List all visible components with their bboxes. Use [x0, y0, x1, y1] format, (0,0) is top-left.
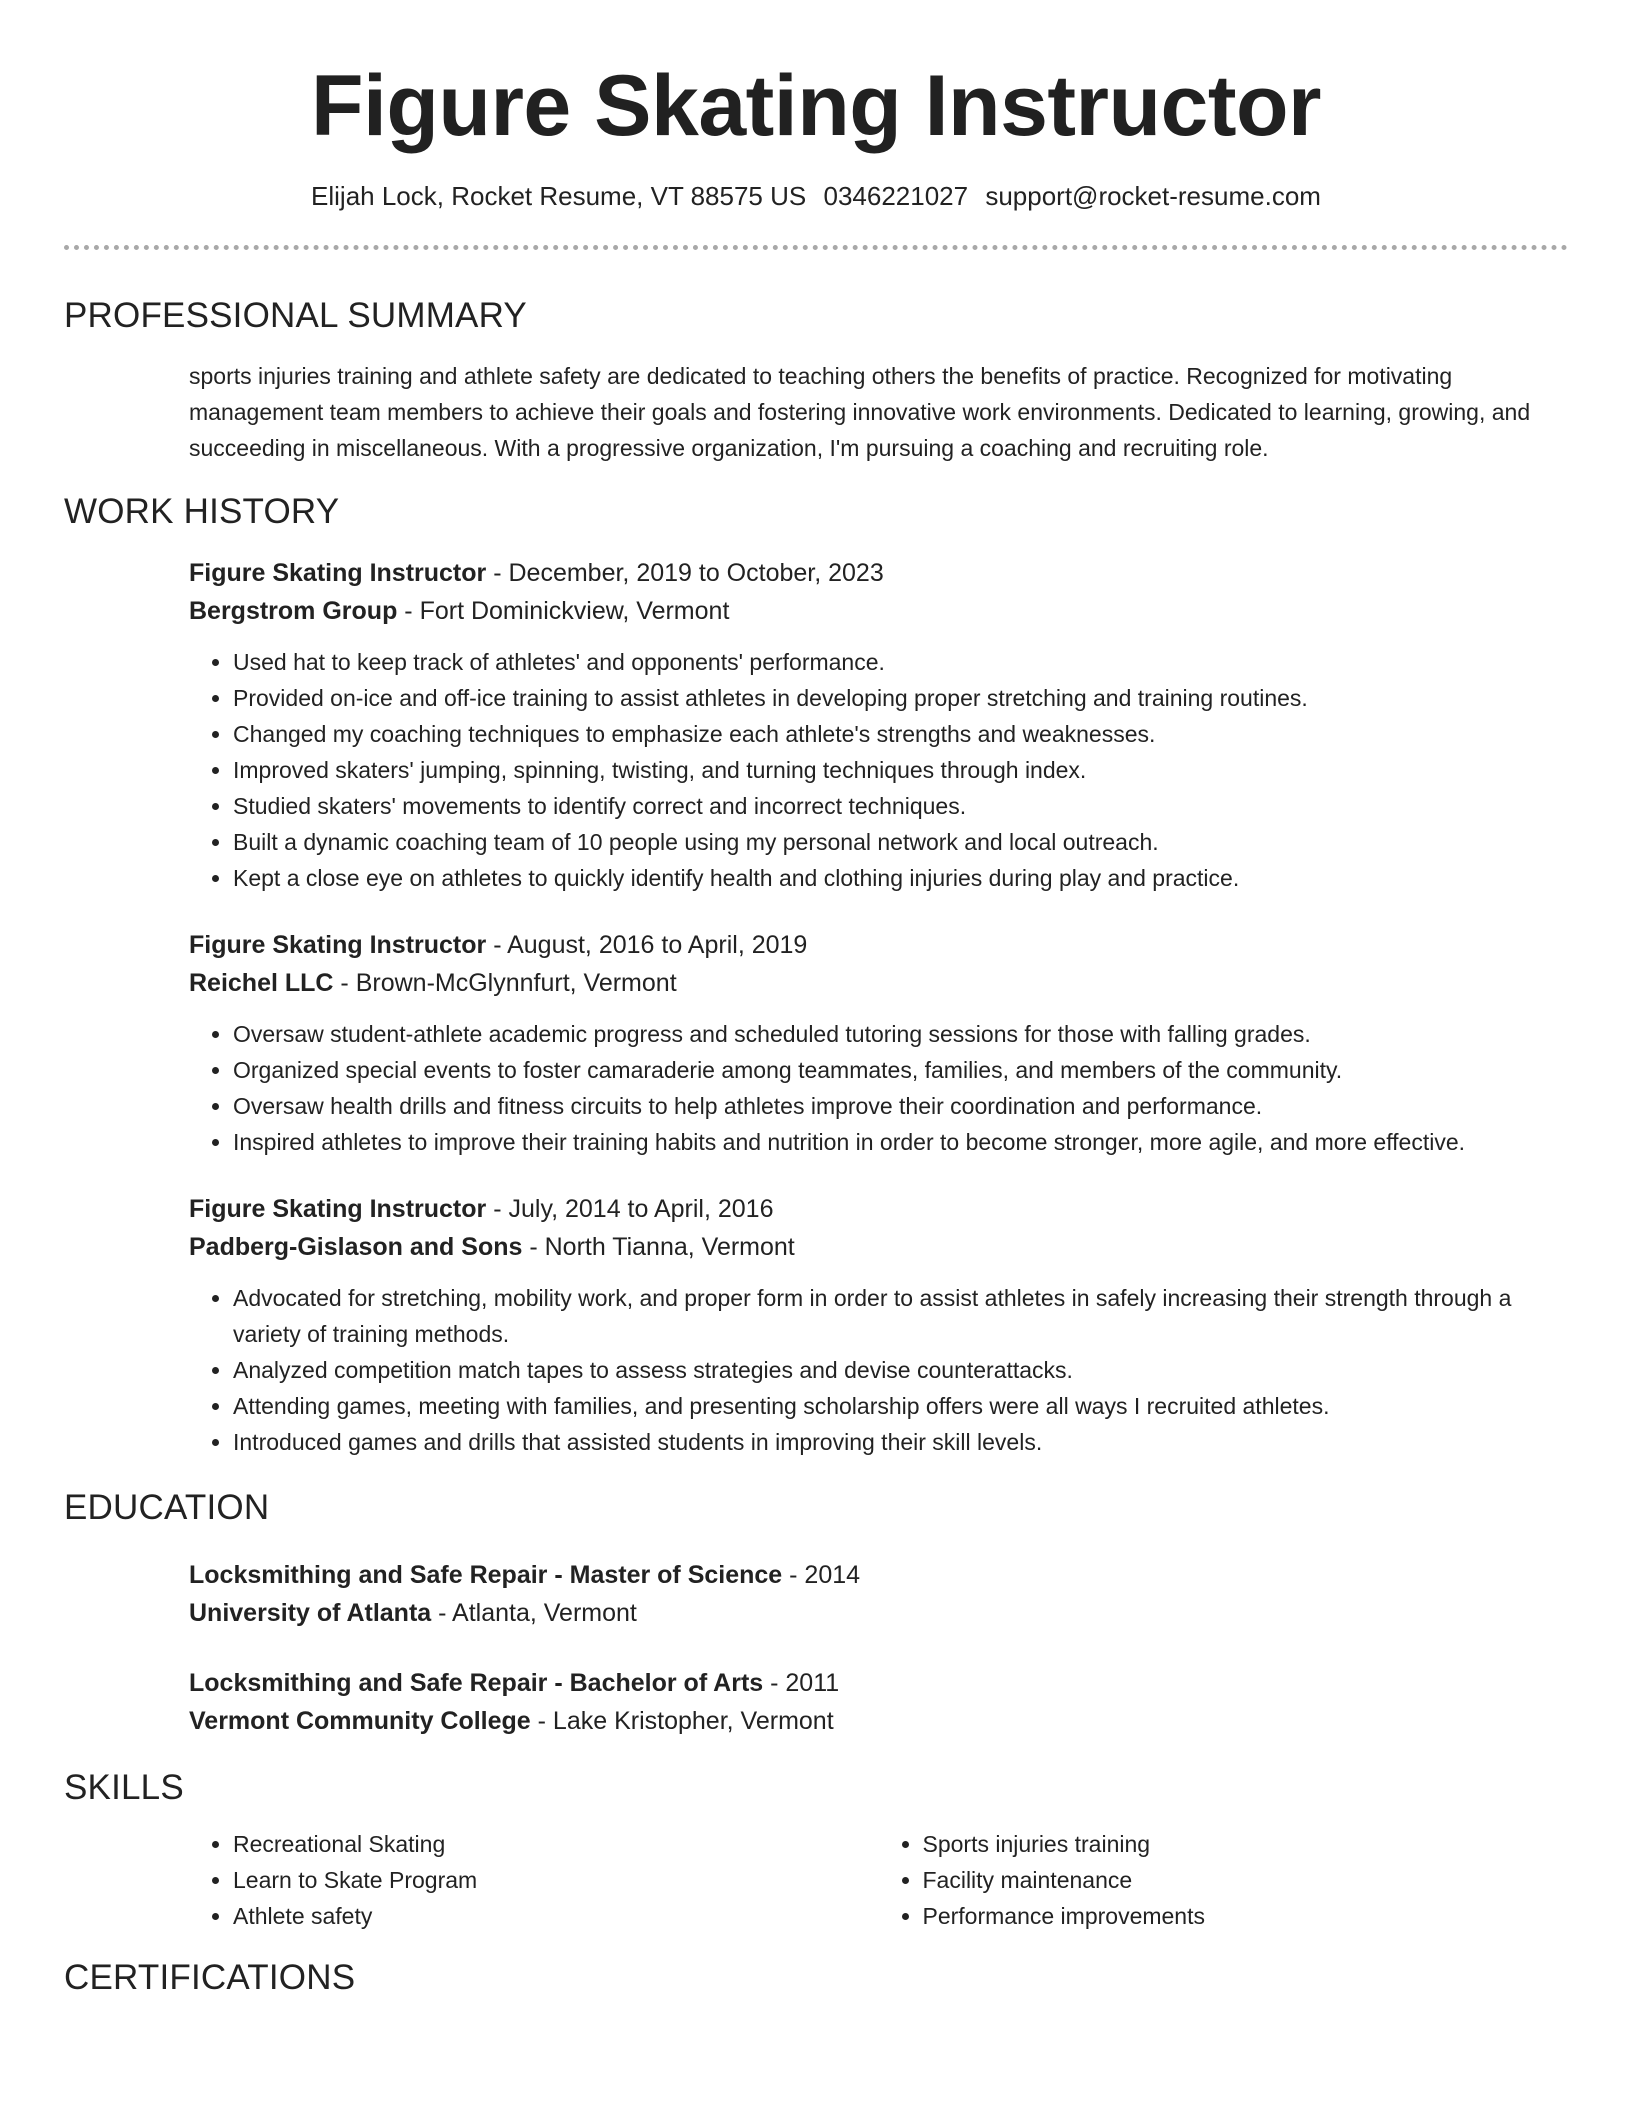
contact-address: Elijah Lock, Rocket Resume, VT 88575 US — [311, 181, 807, 211]
school-location: - Atlanta, Vermont — [431, 1599, 637, 1627]
resume-title: Figure Skating Instructor — [310, 58, 1322, 154]
skills-column-left — [189, 1826, 879, 1934]
job-dates: - August, 2016 to April, 2019 — [486, 931, 808, 959]
job-bullet: • Advocated for stretching, mobility work, and proper form in order to assist athletes in safely increasing their strength through a variety of training methods. — [233, 1280, 1568, 1352]
job-bullet: • Built a dynamic coaching team of 10 people using my personal network and local outreach. — [233, 824, 1568, 860]
degree: Locksmithing and Safe Repair - Master of Science — [189, 1561, 783, 1589]
job-location: - North Tianna, Vermont — [522, 1233, 795, 1261]
school: Vermont Community College — [189, 1707, 531, 1735]
degree-year: - 2011 — [763, 1669, 840, 1697]
job-title-line — [189, 554, 1568, 592]
skill-item: • Learn to Skate Program — [233, 1862, 879, 1898]
job-bullets — [189, 1280, 1568, 1460]
degree-line — [189, 1556, 1568, 1594]
job-bullets — [189, 1016, 1568, 1160]
contact-line — [64, 179, 1568, 213]
job-entry — [189, 554, 1568, 896]
skills-heading: SKILLS — [64, 1768, 184, 1807]
skill-item: • Performance improvements — [923, 1898, 1569, 1934]
job-company: Bergstrom Group — [189, 597, 398, 625]
school: University of Atlanta — [189, 1599, 432, 1627]
skill-item: • Sports injuries training — [923, 1826, 1569, 1862]
contact-email: support@rocket-resume.com — [985, 181, 1321, 211]
job-bullet: • Oversaw health drills and fitness circuits to help athletes improve their coordination and performance. — [233, 1088, 1568, 1124]
job-dates: - December, 2019 to October, 2023 — [486, 559, 884, 587]
job-company-line — [189, 592, 1568, 630]
school-line — [189, 1594, 1568, 1632]
header-divider — [64, 245, 1568, 250]
job-company: Padberg-Gislason and Sons — [189, 1233, 523, 1261]
job-bullet: • Changed my coaching techniques to emphasize each athlete's strengths and weaknesses. — [233, 716, 1568, 752]
summary-heading: PROFESSIONAL SUMMARY — [64, 296, 527, 335]
contact-phone: 0346221027 — [823, 181, 969, 211]
job-bullet: • Introduced games and drills that assisted students in improving their skill levels. — [233, 1424, 1568, 1460]
job-bullet: • Organized special events to foster camaraderie among teammates, families, and members of the community. — [233, 1052, 1568, 1088]
job-bullet: • Oversaw student-athlete academic progress and scheduled tutoring sessions for those with falling grades. — [233, 1016, 1568, 1052]
education-entry — [189, 1664, 1568, 1740]
job-title-line — [189, 1190, 1568, 1228]
job-title-line — [189, 926, 1568, 964]
job-title: Figure Skating Instructor — [189, 559, 487, 587]
job-bullet: • Inspired athletes to improve their training habits and nutrition in order to become stronger, more agile, and more effective. — [233, 1124, 1568, 1160]
job-entry — [189, 1190, 1568, 1460]
job-bullet: • Provided on-ice and off-ice training to assist athletes in developing proper stretching and training routines. — [233, 680, 1568, 716]
degree-line — [189, 1664, 1568, 1702]
summary-text: sports injuries training and athlete safety are dedicated to teaching others the benefits of practice. Recognized for motivating management team members to achieve their goals and fostering innovative work environments. Dedicated to learning, growing, and succeeding in miscellaneous. With a progressive organization, I'm pursuing a coaching and recruiting role. — [189, 363, 1531, 461]
job-dates: - July, 2014 to April, 2016 — [486, 1195, 774, 1223]
school-location: - Lake Kristopher, Vermont — [530, 1707, 834, 1735]
job-bullet: • Attending games, meeting with families, and presenting scholarship offers were all ways I recruited athletes. — [233, 1388, 1568, 1424]
skills-column-right — [879, 1826, 1569, 1934]
job-bullets — [189, 644, 1568, 896]
job-bullet: • Used hat to keep track of athletes' and opponents' performance. — [233, 644, 1568, 680]
job-entry — [189, 926, 1568, 1160]
school-line — [189, 1702, 1568, 1740]
certifications-heading: CERTIFICATIONS — [64, 1958, 356, 1997]
work-history-heading: WORK HISTORY — [64, 492, 340, 531]
skill-item: • Athlete safety — [233, 1898, 879, 1934]
skill-item: • Facility maintenance — [923, 1862, 1569, 1898]
degree-year: - 2014 — [782, 1561, 861, 1589]
job-bullet: • Studied skaters' movements to identify correct and incorrect techniques. — [233, 788, 1568, 824]
skill-item: • Recreational Skating — [233, 1826, 879, 1862]
education-heading: EDUCATION — [64, 1488, 270, 1527]
education-entry — [189, 1556, 1568, 1632]
skills-grid — [189, 1826, 1568, 1934]
degree: Locksmithing and Safe Repair - Bachelor of Arts — [189, 1669, 764, 1697]
job-bullet: • Analyzed competition match tapes to assess strategies and devise counterattacks. — [233, 1352, 1568, 1388]
job-title: Figure Skating Instructor — [189, 931, 487, 959]
job-company: Reichel LLC — [189, 969, 334, 997]
job-company-line — [189, 964, 1568, 1002]
job-company-line — [189, 1228, 1568, 1266]
job-location: - Brown-McGlynnfurt, Vermont — [333, 969, 677, 997]
job-bullet: • Improved skaters' jumping, spinning, twisting, and turning techniques through index. — [233, 752, 1568, 788]
job-title: Figure Skating Instructor — [189, 1195, 487, 1223]
job-bullet: • Kept a close eye on athletes to quickly identify health and clothing injuries during play and practice. — [233, 860, 1568, 896]
job-location: - Fort Dominickview, Vermont — [397, 597, 730, 625]
